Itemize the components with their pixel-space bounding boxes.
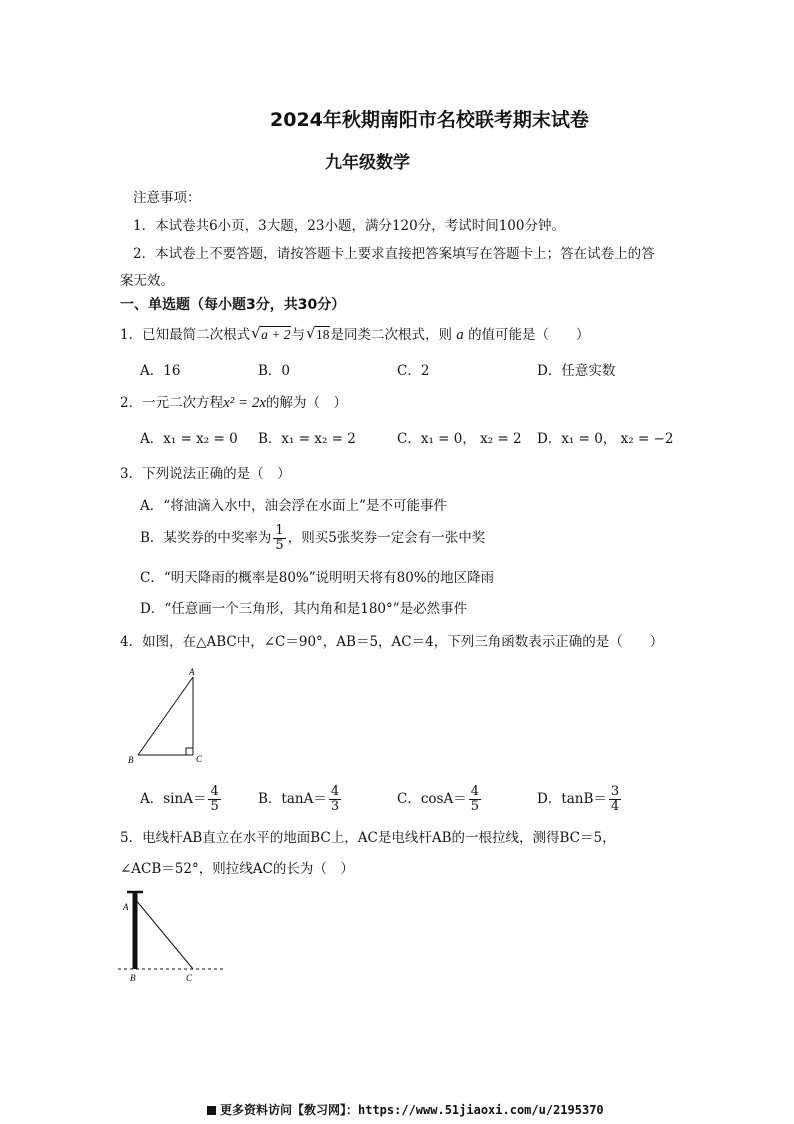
q1-option-c: C．2 [397, 363, 430, 379]
vertex-label-a: A [189, 667, 195, 677]
q1-suffix-a: 是同类二次根式，则 [330, 327, 452, 343]
q2-option-a: A．x₁ = x₂ = 0 [140, 431, 238, 447]
q2-prefix: 2．一元二次方程 [120, 395, 224, 411]
question-5-line-2: ∠ACB＝52°，则拉线AC的长为（ ） [120, 861, 354, 877]
q3-option-b [140, 524, 485, 553]
cable-ac [135, 899, 193, 969]
section-heading: 一、单选题（每小题3分，共30分） [120, 297, 346, 313]
q1-mid: 与 [291, 327, 305, 343]
q5-pole-figure [115, 885, 230, 985]
q1-option-d: D．任意实数 [537, 363, 616, 379]
q1-option-b: B．0 [258, 363, 291, 379]
pole-label-c: C [186, 973, 193, 983]
fraction-denominator: 4 [610, 799, 620, 814]
q1-var: a [456, 327, 464, 343]
pole-label-b: B [130, 973, 136, 983]
q3-option-b-pre: B．某奖券的中奖率为 [140, 530, 272, 546]
notice-heading: 注意事项： [133, 190, 201, 206]
q4-option-a-fraction [208, 785, 220, 814]
q4-option-d-fraction [609, 785, 621, 814]
q3-option-d: D．“任意画一个三角形，其内角和是180°”是必然事件 [140, 601, 468, 617]
question-2-stem [120, 394, 347, 412]
fraction-denominator: 5 [470, 799, 479, 814]
q3-option-c: C．“明天降雨的概率是80%”说明明天将有80%的地区降雨 [140, 570, 495, 586]
q4-triangle-figure [120, 665, 210, 770]
fraction-numerator: 4 [330, 784, 340, 799]
q4-option-a [140, 785, 223, 814]
question-1-stem [120, 326, 590, 344]
q1-prefix: 1．已知最简二次根式 [120, 327, 251, 343]
q1-suffix-b: 的值可能是（ ） [468, 327, 590, 343]
q4-option-b-fraction [329, 785, 341, 814]
side-ab [138, 677, 193, 755]
q3-option-b-post: ，则买5张奖券一定会有一张中奖 [287, 530, 486, 546]
question-3-stem: 3．下列说法正确的是（ ） [120, 466, 291, 482]
fraction-numerator: 1 [275, 523, 284, 538]
fraction-numerator: 4 [470, 784, 479, 799]
question-4-stem: 4．如图，在△ABC中，∠C＝90°，AB＝5，AC＝4，下列三角函数表示正确的是（ ） [120, 634, 664, 650]
notice-item-1: 1．本试卷共6小页，3大题，23小题，满分120分，考试时间100分钟。 [133, 218, 565, 234]
q3-option-a: A．“将油滴入水中，油会浮在水面上”是不可能事件 [140, 498, 448, 514]
vertex-label-b: B [128, 755, 134, 765]
page-title: 2024年秋期南阳市名校联考期末试卷 [270, 109, 589, 131]
q4-option-b [258, 785, 343, 814]
q4-option-d-pre: D．tanB＝ [537, 791, 607, 807]
q2-suffix: 的解为（ ） [266, 395, 348, 411]
q2-option-b: B．x₁ = x₂ = 2 [258, 431, 356, 447]
q4-option-b-pre: B．tanA＝ [258, 791, 327, 807]
q2-option-d: D．x₁ = 0， x₂ = −2 [537, 431, 674, 447]
fraction-denominator: 3 [330, 799, 340, 814]
fraction-denominator: 5 [275, 538, 284, 553]
vertex-label-c: C [196, 754, 203, 764]
q1-radical-2: √ 18 [305, 324, 330, 342]
q1-radical-1: √ a + 2 [251, 324, 291, 342]
flag-icon [207, 1106, 216, 1115]
fraction-denominator: 5 [210, 799, 219, 814]
q1-radicand-1: a + 2 [261, 327, 291, 342]
q1-radicand-2: 18 [315, 327, 330, 342]
pole-label-a: A [123, 902, 129, 912]
q2-equation: x² = 2x [223, 395, 267, 411]
q4-option-c [397, 785, 483, 814]
q4-option-c-fraction [469, 785, 481, 814]
fraction-numerator: 4 [210, 784, 219, 799]
footer-link[interactable] [207, 1101, 604, 1118]
footer-text: 更多资料访问【敎习网】：https://www.51jiaoxi.com/u/2195370 [220, 1103, 604, 1117]
q4-option-a-pre: A．sinA＝ [140, 791, 207, 807]
q4-option-c-pre: C．cosA＝ [397, 791, 467, 807]
fraction-numerator: 3 [610, 784, 620, 799]
q3-option-b-fraction [273, 524, 285, 553]
q2-option-c: C．x₁ = 0， x₂ = 2 [397, 431, 522, 447]
right-angle-mark [186, 748, 193, 755]
question-5-line-1: 5．电线杆AB直立在水平的地面BC上，AC是电线杆AB的一根拉线，测得BC＝5， [120, 830, 616, 846]
notice-item-2-line-1: 2．本试卷上不要答题，请按答题卡上要求直接把答案填写在答题卡上；答在试卷上的答 [133, 246, 655, 262]
q4-option-d [537, 785, 623, 814]
notice-item-2-line-2: 案无效。 [120, 273, 174, 289]
q1-option-a: A．16 [140, 363, 181, 379]
page-subtitle: 九年级数学 [325, 153, 410, 173]
